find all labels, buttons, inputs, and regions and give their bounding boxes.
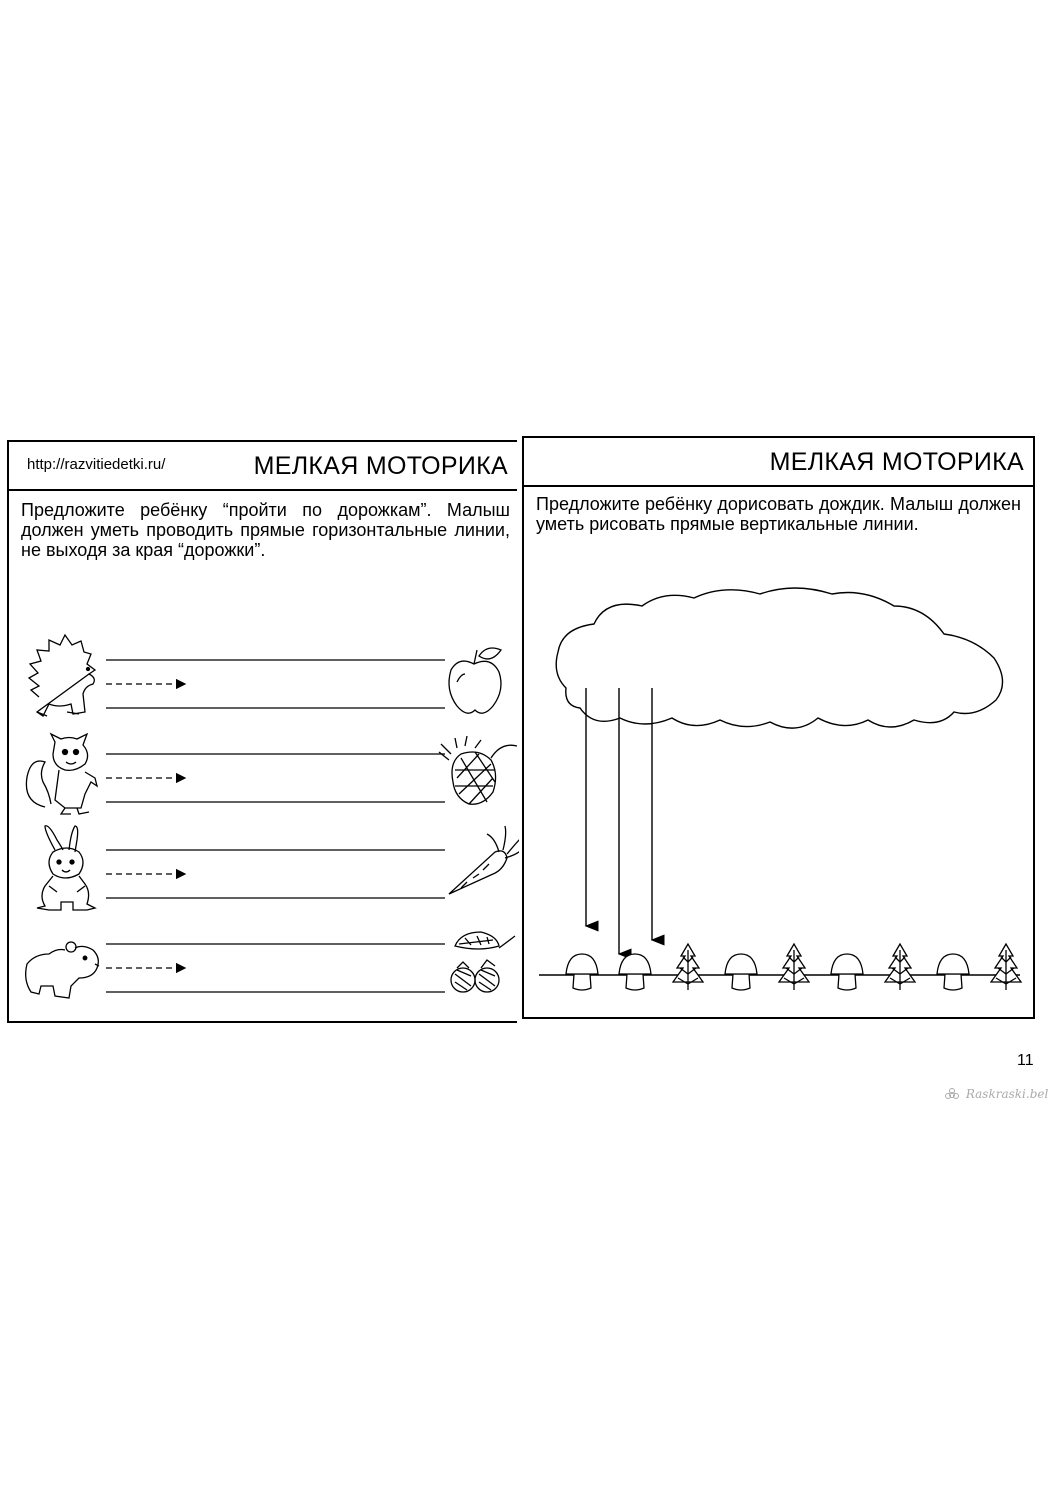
tree-icon bbox=[673, 944, 703, 990]
paths-exercise bbox=[9, 442, 519, 1025]
raspberry-icon bbox=[451, 932, 515, 992]
mushroom-icon bbox=[937, 954, 969, 990]
left-panel-title: МЕЛКАЯ МОТОРИКА bbox=[253, 452, 508, 480]
right-panel-title: МЕЛКАЯ МОТОРИКА bbox=[769, 448, 1024, 476]
right-worksheet-panel bbox=[522, 436, 1035, 1019]
cloud-icon bbox=[556, 588, 1002, 728]
path-row-4 bbox=[106, 944, 445, 992]
carrot-icon bbox=[449, 826, 519, 894]
hedgehog-icon bbox=[29, 635, 95, 716]
path-row-2 bbox=[106, 754, 445, 802]
rabbit-icon bbox=[37, 826, 95, 910]
path-row-1 bbox=[106, 660, 445, 708]
path-row-3 bbox=[106, 850, 445, 898]
mushroom-icon bbox=[831, 954, 863, 990]
flower-icon bbox=[942, 1088, 962, 1102]
mushroom-icon bbox=[566, 954, 598, 990]
bear-icon bbox=[26, 942, 99, 998]
page-number: 11 bbox=[1017, 1052, 1034, 1069]
tree-icon bbox=[779, 944, 809, 990]
rain-exercise bbox=[524, 438, 1033, 1017]
apple-icon bbox=[449, 648, 501, 713]
left-worksheet-panel bbox=[7, 440, 517, 1023]
right-panel-instructions: Предложите ребёнку дорисовать дождик. Малыш должен уметь рисовать прямые вертикальные линии. bbox=[536, 494, 1021, 534]
left-panel-instructions: Предложите ребёнку “пройти по дорожкам”. Малыш должен уметь проводить прямые горизонтальные линии, не выходя за края “дорожки”. bbox=[21, 500, 510, 560]
tree-icon bbox=[991, 944, 1021, 990]
source-url: http://razvitiedetki.ru/ bbox=[27, 456, 166, 473]
squirrel-icon bbox=[26, 734, 97, 814]
pinecone-icon bbox=[439, 736, 517, 804]
mushroom-icon bbox=[725, 954, 757, 990]
watermark-text: Raskraski.bel bbox=[965, 1087, 1049, 1101]
tree-icon bbox=[885, 944, 915, 990]
watermark bbox=[942, 1087, 1048, 1102]
mushroom-icon bbox=[619, 954, 651, 990]
